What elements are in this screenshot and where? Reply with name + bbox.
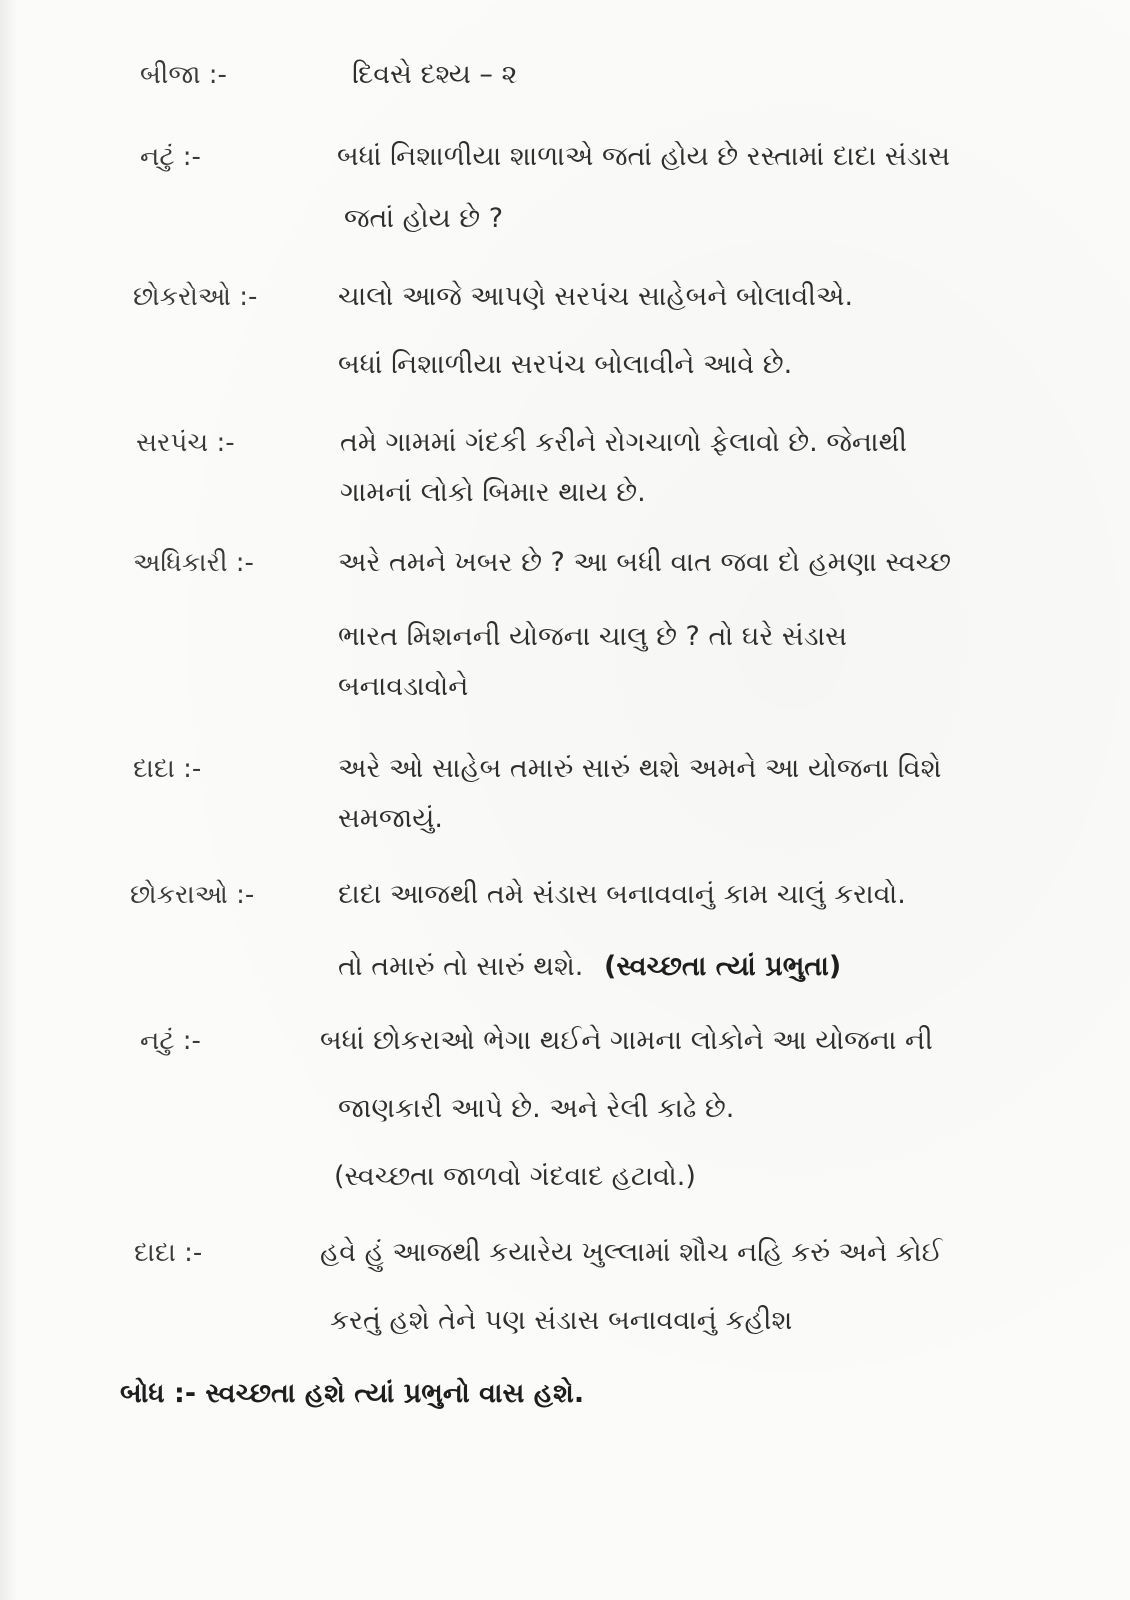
dialogue-line: અરે ઓ સાહેબ તમારું સારું થશે અમને આ યોજના વિશે: [338, 753, 942, 784]
dialogue-line: બધાં નિશાળીયા શાળાએ જતાં હોય છે રસ્તામાં દાદા સંડાસ: [337, 141, 951, 172]
dialogue-line: સમજાયું.: [338, 803, 443, 834]
dialogue-line: હવે હું આજથી કયારેય ખુલ્લામાં શૌચ નહિ કરું અને કોઈ: [320, 1237, 943, 1268]
dialogue-line: જાણકારી આપે છે. અને રેલી કાઢે છે.: [338, 1093, 735, 1124]
dialogue-line: જતાં હોય છે ?: [344, 203, 504, 234]
dialogue-line: તમે ગામમાં ગંદકી કરીને રોગચાળો ફેલાવો છે. જેનાથી: [340, 427, 908, 458]
speaker-label: નટું :-: [140, 1026, 201, 1056]
scene-speaker: બીજા :-: [140, 60, 227, 90]
speaker-label: છોકરાઓ :-: [130, 880, 255, 910]
speaker-label: નટું :-: [140, 142, 201, 172]
dialogue-line: ગામનાં લોકો બિમાર થાય છે.: [340, 477, 646, 508]
dialogue-line: તો તમારું તો સારું થશે.: [338, 951, 584, 982]
dialogue-line: (સ્વચ્છતા જાળવો ગંદવાદ હટાવો.): [334, 1161, 696, 1192]
dialogue-line: અરે તમને ખબર છે ? આ બધી વાત જવા દો હમણા સ્વચ્છ: [338, 547, 952, 578]
dialogue-line: બધાં નિશાળીયા સરપંચ બોલાવીને આવે છે.: [338, 349, 793, 380]
dialogue-line: કરતું હશે તેને પણ સંડાસ બનાવવાનું કહીશ: [330, 1305, 793, 1336]
emphasis-text: (સ્વચ્છતા ત્યાં પ્રભુતા): [603, 951, 842, 982]
speaker-label: અધિકારી :-: [133, 548, 254, 578]
speaker-label: દાદા :-: [134, 1238, 203, 1268]
page-edge-shadow: [0, 0, 18, 1600]
speaker-label: છોકરોઓ :-: [133, 282, 258, 312]
dialogue-line: દાદા આજથી તમે સંડાસ બનાવવાનું કામ ચાલું કરાવો.: [338, 879, 906, 910]
dialogue-line: ભારત મિશનની યોજના ચાલુ છે ? તો ઘરે સંડાસ: [338, 621, 848, 652]
moral-line: બોધ :- સ્વચ્છતા હશે ત્યાં પ્રભુનો વાસ હશે.: [120, 1378, 585, 1409]
speaker-label: સરપંચ :-: [136, 428, 235, 458]
dialogue-line: ચાલો આજે આપણે સરપંચ સાહેબને બોલાવીએ.: [338, 281, 854, 312]
scene-heading: દિવસે દશ્ય – ૨: [352, 59, 518, 90]
dialogue-line: બધાં છોકરાઓ ભેગા થઈને ગામના લોકોને આ યોજના ની: [320, 1025, 933, 1056]
speaker-label: દાદા :-: [133, 754, 202, 784]
dialogue-line-with-emphasis: [338, 950, 841, 984]
dialogue-line: બનાવડાવોને: [338, 671, 469, 702]
